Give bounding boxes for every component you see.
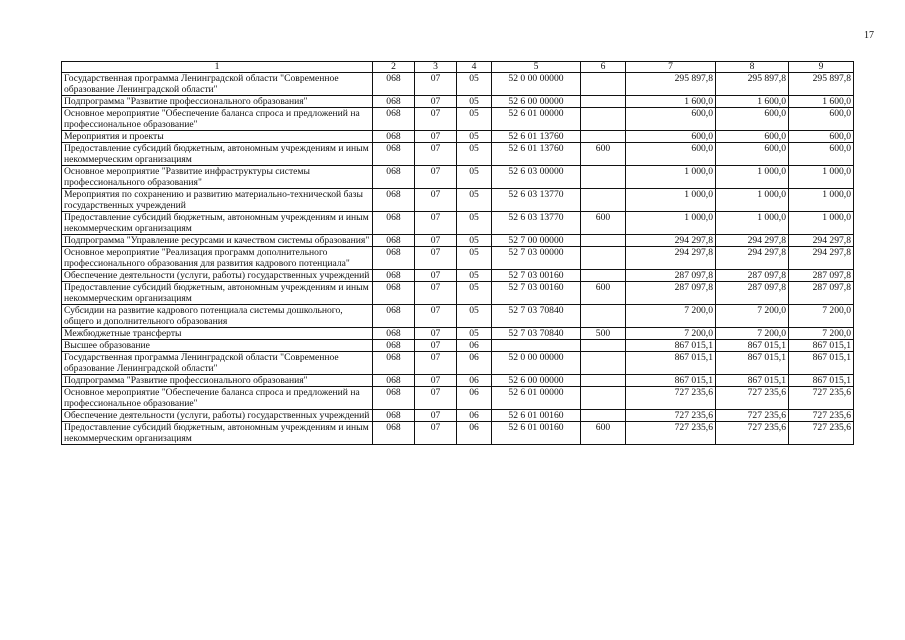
subsection-cell: 05 bbox=[457, 328, 492, 340]
target-article-cell: 52 6 00 00000 bbox=[492, 96, 581, 108]
row-name-cell: Подпрограмма "Развитие профессионального образования" bbox=[62, 96, 373, 108]
amount-cell: 867 015,1 bbox=[716, 340, 789, 352]
amount-cell: 1 000,0 bbox=[626, 189, 716, 212]
amount-cell: 287 097,8 bbox=[716, 282, 789, 305]
amount-cell: 1 000,0 bbox=[789, 189, 854, 212]
column-header: 9 bbox=[789, 62, 854, 73]
amount-cell: 7 200,0 bbox=[626, 328, 716, 340]
amount-cell: 600,0 bbox=[789, 143, 854, 166]
subsection-cell: 06 bbox=[457, 422, 492, 445]
amount-cell: 1 000,0 bbox=[789, 166, 854, 189]
amount-cell: 1 000,0 bbox=[716, 212, 789, 235]
table-row bbox=[62, 166, 854, 189]
amount-cell: 295 897,8 bbox=[626, 73, 716, 96]
expense-type-cell bbox=[581, 387, 626, 410]
row-name-cell: Мероприятия по сохранению и развитию материально-технической базы государственных учреждений bbox=[62, 189, 373, 212]
target-article-cell: 52 6 01 00160 bbox=[492, 410, 581, 422]
row-name-cell: Мероприятия и проекты bbox=[62, 131, 373, 143]
admin-code-cell: 068 bbox=[373, 328, 415, 340]
table-row bbox=[62, 352, 854, 375]
row-name-cell: Государственная программа Ленинградской области "Современное образование Ленинградской области" bbox=[62, 73, 373, 96]
table-row bbox=[62, 328, 854, 340]
amount-cell: 867 015,1 bbox=[789, 352, 854, 375]
table-row bbox=[62, 131, 854, 143]
target-article-cell: 52 6 01 00160 bbox=[492, 422, 581, 445]
amount-cell: 1 600,0 bbox=[716, 96, 789, 108]
section-cell: 07 bbox=[415, 328, 457, 340]
expense-type-cell bbox=[581, 340, 626, 352]
amount-cell: 1 600,0 bbox=[626, 96, 716, 108]
admin-code-cell: 068 bbox=[373, 108, 415, 131]
section-cell: 07 bbox=[415, 212, 457, 235]
subsection-cell: 06 bbox=[457, 375, 492, 387]
amount-cell: 294 297,8 bbox=[626, 247, 716, 270]
subsection-cell: 06 bbox=[457, 387, 492, 410]
amount-cell: 867 015,1 bbox=[789, 375, 854, 387]
admin-code-cell: 068 bbox=[373, 340, 415, 352]
table-row bbox=[62, 143, 854, 166]
admin-code-cell: 068 bbox=[373, 143, 415, 166]
expense-type-cell bbox=[581, 96, 626, 108]
table-row bbox=[62, 387, 854, 410]
section-cell: 07 bbox=[415, 387, 457, 410]
section-cell: 07 bbox=[415, 166, 457, 189]
target-article-cell: 52 0 00 00000 bbox=[492, 352, 581, 375]
admin-code-cell: 068 bbox=[373, 422, 415, 445]
target-article-cell: 52 6 03 13770 bbox=[492, 212, 581, 235]
amount-cell: 867 015,1 bbox=[626, 375, 716, 387]
section-cell: 07 bbox=[415, 96, 457, 108]
row-name-cell: Межбюджетные трансферты bbox=[62, 328, 373, 340]
amount-cell: 7 200,0 bbox=[789, 305, 854, 328]
amount-cell: 867 015,1 bbox=[789, 340, 854, 352]
section-cell: 07 bbox=[415, 143, 457, 166]
expense-type-cell bbox=[581, 131, 626, 143]
section-cell: 07 bbox=[415, 235, 457, 247]
subsection-cell: 05 bbox=[457, 247, 492, 270]
section-cell: 07 bbox=[415, 422, 457, 445]
subsection-cell: 05 bbox=[457, 235, 492, 247]
row-name-cell: Обеспечение деятельности (услуги, работы) государственных учреждений bbox=[62, 410, 373, 422]
column-header: 2 bbox=[373, 62, 415, 73]
subsection-cell: 05 bbox=[457, 143, 492, 166]
target-article-cell: 52 6 01 13760 bbox=[492, 131, 581, 143]
table-row bbox=[62, 305, 854, 328]
header-row bbox=[62, 62, 854, 73]
page-number: 17 bbox=[864, 30, 874, 41]
table-row bbox=[62, 73, 854, 96]
subsection-cell: 05 bbox=[457, 73, 492, 96]
amount-cell: 867 015,1 bbox=[626, 352, 716, 375]
row-name-cell: Подпрограмма "Развитие профессионального образования" bbox=[62, 375, 373, 387]
column-header: 4 bbox=[457, 62, 492, 73]
row-name-cell: Обеспечение деятельности (услуги, работы) государственных учреждений bbox=[62, 270, 373, 282]
target-article-cell: 52 6 03 13770 bbox=[492, 189, 581, 212]
row-name-cell: Предоставление субсидий бюджетным, автономным учреждениям и иным некоммерческим организациям bbox=[62, 212, 373, 235]
row-name-cell: Основное мероприятие "Реализация программ дополнительного профессионального образования для развития кадрового потенциала" bbox=[62, 247, 373, 270]
expense-type-cell: 600 bbox=[581, 282, 626, 305]
admin-code-cell: 068 bbox=[373, 73, 415, 96]
table-row bbox=[62, 247, 854, 270]
table-row bbox=[62, 108, 854, 131]
amount-cell: 294 297,8 bbox=[716, 235, 789, 247]
admin-code-cell: 068 bbox=[373, 96, 415, 108]
target-article-cell: 52 7 03 00000 bbox=[492, 247, 581, 270]
amount-cell: 287 097,8 bbox=[626, 282, 716, 305]
admin-code-cell: 068 bbox=[373, 270, 415, 282]
target-article-cell: 52 6 01 00000 bbox=[492, 108, 581, 131]
amount-cell: 600,0 bbox=[789, 108, 854, 131]
amount-cell: 7 200,0 bbox=[716, 305, 789, 328]
section-cell: 07 bbox=[415, 247, 457, 270]
subsection-cell: 05 bbox=[457, 166, 492, 189]
expense-type-cell bbox=[581, 108, 626, 131]
section-cell: 07 bbox=[415, 108, 457, 131]
target-article-cell: 52 7 03 00160 bbox=[492, 282, 581, 305]
admin-code-cell: 068 bbox=[373, 212, 415, 235]
expense-type-cell bbox=[581, 375, 626, 387]
expense-type-cell bbox=[581, 305, 626, 328]
expense-type-cell: 500 bbox=[581, 328, 626, 340]
admin-code-cell: 068 bbox=[373, 375, 415, 387]
section-cell: 07 bbox=[415, 410, 457, 422]
expense-type-cell: 600 bbox=[581, 212, 626, 235]
amount-cell: 727 235,6 bbox=[626, 410, 716, 422]
amount-cell: 287 097,8 bbox=[789, 270, 854, 282]
admin-code-cell: 068 bbox=[373, 282, 415, 305]
expense-type-cell bbox=[581, 189, 626, 212]
table-row bbox=[62, 282, 854, 305]
amount-cell: 1 000,0 bbox=[716, 189, 789, 212]
admin-code-cell: 068 bbox=[373, 352, 415, 375]
subsection-cell: 05 bbox=[457, 131, 492, 143]
admin-code-cell: 068 bbox=[373, 305, 415, 328]
amount-cell: 600,0 bbox=[626, 108, 716, 131]
expense-type-cell bbox=[581, 235, 626, 247]
section-cell: 07 bbox=[415, 189, 457, 212]
table-row bbox=[62, 212, 854, 235]
section-cell: 07 bbox=[415, 305, 457, 328]
target-article-cell: 52 7 03 00160 bbox=[492, 270, 581, 282]
amount-cell: 867 015,1 bbox=[716, 352, 789, 375]
admin-code-cell: 068 bbox=[373, 387, 415, 410]
subsection-cell: 05 bbox=[457, 305, 492, 328]
amount-cell: 867 015,1 bbox=[716, 375, 789, 387]
row-name-cell: Высшее образование bbox=[62, 340, 373, 352]
expense-type-cell bbox=[581, 270, 626, 282]
admin-code-cell: 068 bbox=[373, 131, 415, 143]
row-name-cell: Государственная программа Ленинградской области "Современное образование Ленинградской области" bbox=[62, 352, 373, 375]
row-name-cell: Основное мероприятие "Развитие инфраструктуры системы профессионального образования" bbox=[62, 166, 373, 189]
section-cell: 07 bbox=[415, 73, 457, 96]
column-header: 7 bbox=[626, 62, 716, 73]
column-header: 3 bbox=[415, 62, 457, 73]
admin-code-cell: 068 bbox=[373, 189, 415, 212]
column-header: 6 bbox=[581, 62, 626, 73]
amount-cell: 294 297,8 bbox=[626, 235, 716, 247]
admin-code-cell: 068 bbox=[373, 166, 415, 189]
table-row bbox=[62, 270, 854, 282]
section-cell: 07 bbox=[415, 340, 457, 352]
amount-cell: 727 235,6 bbox=[716, 422, 789, 445]
subsection-cell: 05 bbox=[457, 108, 492, 131]
expense-type-cell bbox=[581, 352, 626, 375]
expense-type-cell bbox=[581, 166, 626, 189]
row-name-cell: Основное мероприятие "Обеспечение баланса спроса и предложений на профессиональное образование" bbox=[62, 387, 373, 410]
amount-cell: 7 200,0 bbox=[626, 305, 716, 328]
subsection-cell: 06 bbox=[457, 352, 492, 375]
column-header: 8 bbox=[716, 62, 789, 73]
amount-cell: 727 235,6 bbox=[789, 422, 854, 445]
budget-table bbox=[61, 61, 854, 445]
target-article-cell: 52 7 00 00000 bbox=[492, 235, 581, 247]
admin-code-cell: 068 bbox=[373, 247, 415, 270]
table-row bbox=[62, 410, 854, 422]
amount-cell: 727 235,6 bbox=[626, 387, 716, 410]
amount-cell: 287 097,8 bbox=[716, 270, 789, 282]
amount-cell: 600,0 bbox=[626, 143, 716, 166]
table-row bbox=[62, 422, 854, 445]
column-header: 5 bbox=[492, 62, 581, 73]
amount-cell: 287 097,8 bbox=[626, 270, 716, 282]
subsection-cell: 05 bbox=[457, 189, 492, 212]
amount-cell: 1 600,0 bbox=[789, 96, 854, 108]
row-name-cell: Подпрограмма "Управление ресурсами и качеством системы образования" bbox=[62, 235, 373, 247]
target-article-cell bbox=[492, 340, 581, 352]
row-name-cell: Предоставление субсидий бюджетным, автономным учреждениям и иным некоммерческим организациям bbox=[62, 143, 373, 166]
amount-cell: 1 000,0 bbox=[626, 166, 716, 189]
amount-cell: 294 297,8 bbox=[789, 247, 854, 270]
amount-cell: 1 000,0 bbox=[626, 212, 716, 235]
admin-code-cell: 068 bbox=[373, 235, 415, 247]
table-row bbox=[62, 96, 854, 108]
amount-cell: 727 235,6 bbox=[716, 410, 789, 422]
column-header: 1 bbox=[62, 62, 373, 73]
section-cell: 07 bbox=[415, 375, 457, 387]
row-name-cell: Предоставление субсидий бюджетным, автономным учреждениям и иным некоммерческим организациям bbox=[62, 422, 373, 445]
section-cell: 07 bbox=[415, 270, 457, 282]
expense-type-cell bbox=[581, 73, 626, 96]
expense-type-cell bbox=[581, 410, 626, 422]
expense-type-cell: 600 bbox=[581, 422, 626, 445]
amount-cell: 867 015,1 bbox=[626, 340, 716, 352]
target-article-cell: 52 6 01 13760 bbox=[492, 143, 581, 166]
table-row bbox=[62, 375, 854, 387]
subsection-cell: 05 bbox=[457, 270, 492, 282]
amount-cell: 600,0 bbox=[716, 108, 789, 131]
target-article-cell: 52 6 01 00000 bbox=[492, 387, 581, 410]
amount-cell: 287 097,8 bbox=[789, 282, 854, 305]
section-cell: 07 bbox=[415, 131, 457, 143]
amount-cell: 294 297,8 bbox=[789, 235, 854, 247]
amount-cell: 727 235,6 bbox=[716, 387, 789, 410]
amount-cell: 727 235,6 bbox=[789, 387, 854, 410]
table-body bbox=[62, 73, 854, 445]
subsection-cell: 06 bbox=[457, 410, 492, 422]
amount-cell: 7 200,0 bbox=[716, 328, 789, 340]
table-row bbox=[62, 189, 854, 212]
table-row bbox=[62, 235, 854, 247]
subsection-cell: 05 bbox=[457, 212, 492, 235]
admin-code-cell: 068 bbox=[373, 410, 415, 422]
amount-cell: 600,0 bbox=[716, 143, 789, 166]
amount-cell: 600,0 bbox=[716, 131, 789, 143]
amount-cell: 7 200,0 bbox=[789, 328, 854, 340]
amount-cell: 600,0 bbox=[626, 131, 716, 143]
subsection-cell: 06 bbox=[457, 340, 492, 352]
row-name-cell: Субсидии на развитие кадрового потенциала системы дошкольного, общего и дополнительного образования bbox=[62, 305, 373, 328]
section-cell: 07 bbox=[415, 352, 457, 375]
table-row bbox=[62, 340, 854, 352]
target-article-cell: 52 6 00 00000 bbox=[492, 375, 581, 387]
amount-cell: 295 897,8 bbox=[716, 73, 789, 96]
target-article-cell: 52 6 03 00000 bbox=[492, 166, 581, 189]
amount-cell: 1 000,0 bbox=[716, 166, 789, 189]
amount-cell: 1 000,0 bbox=[789, 212, 854, 235]
amount-cell: 294 297,8 bbox=[716, 247, 789, 270]
target-article-cell: 52 7 03 70840 bbox=[492, 328, 581, 340]
amount-cell: 727 235,6 bbox=[789, 410, 854, 422]
target-article-cell: 52 0 00 00000 bbox=[492, 73, 581, 96]
amount-cell: 727 235,6 bbox=[626, 422, 716, 445]
subsection-cell: 05 bbox=[457, 96, 492, 108]
row-name-cell: Основное мероприятие "Обеспечение баланса спроса и предложений на профессиональное образование" bbox=[62, 108, 373, 131]
row-name-cell: Предоставление субсидий бюджетным, автономным учреждениям и иным некоммерческим организациям bbox=[62, 282, 373, 305]
expense-type-cell bbox=[581, 247, 626, 270]
subsection-cell: 05 bbox=[457, 282, 492, 305]
amount-cell: 600,0 bbox=[789, 131, 854, 143]
amount-cell: 295 897,8 bbox=[789, 73, 854, 96]
section-cell: 07 bbox=[415, 282, 457, 305]
expense-type-cell: 600 bbox=[581, 143, 626, 166]
target-article-cell: 52 7 03 70840 bbox=[492, 305, 581, 328]
